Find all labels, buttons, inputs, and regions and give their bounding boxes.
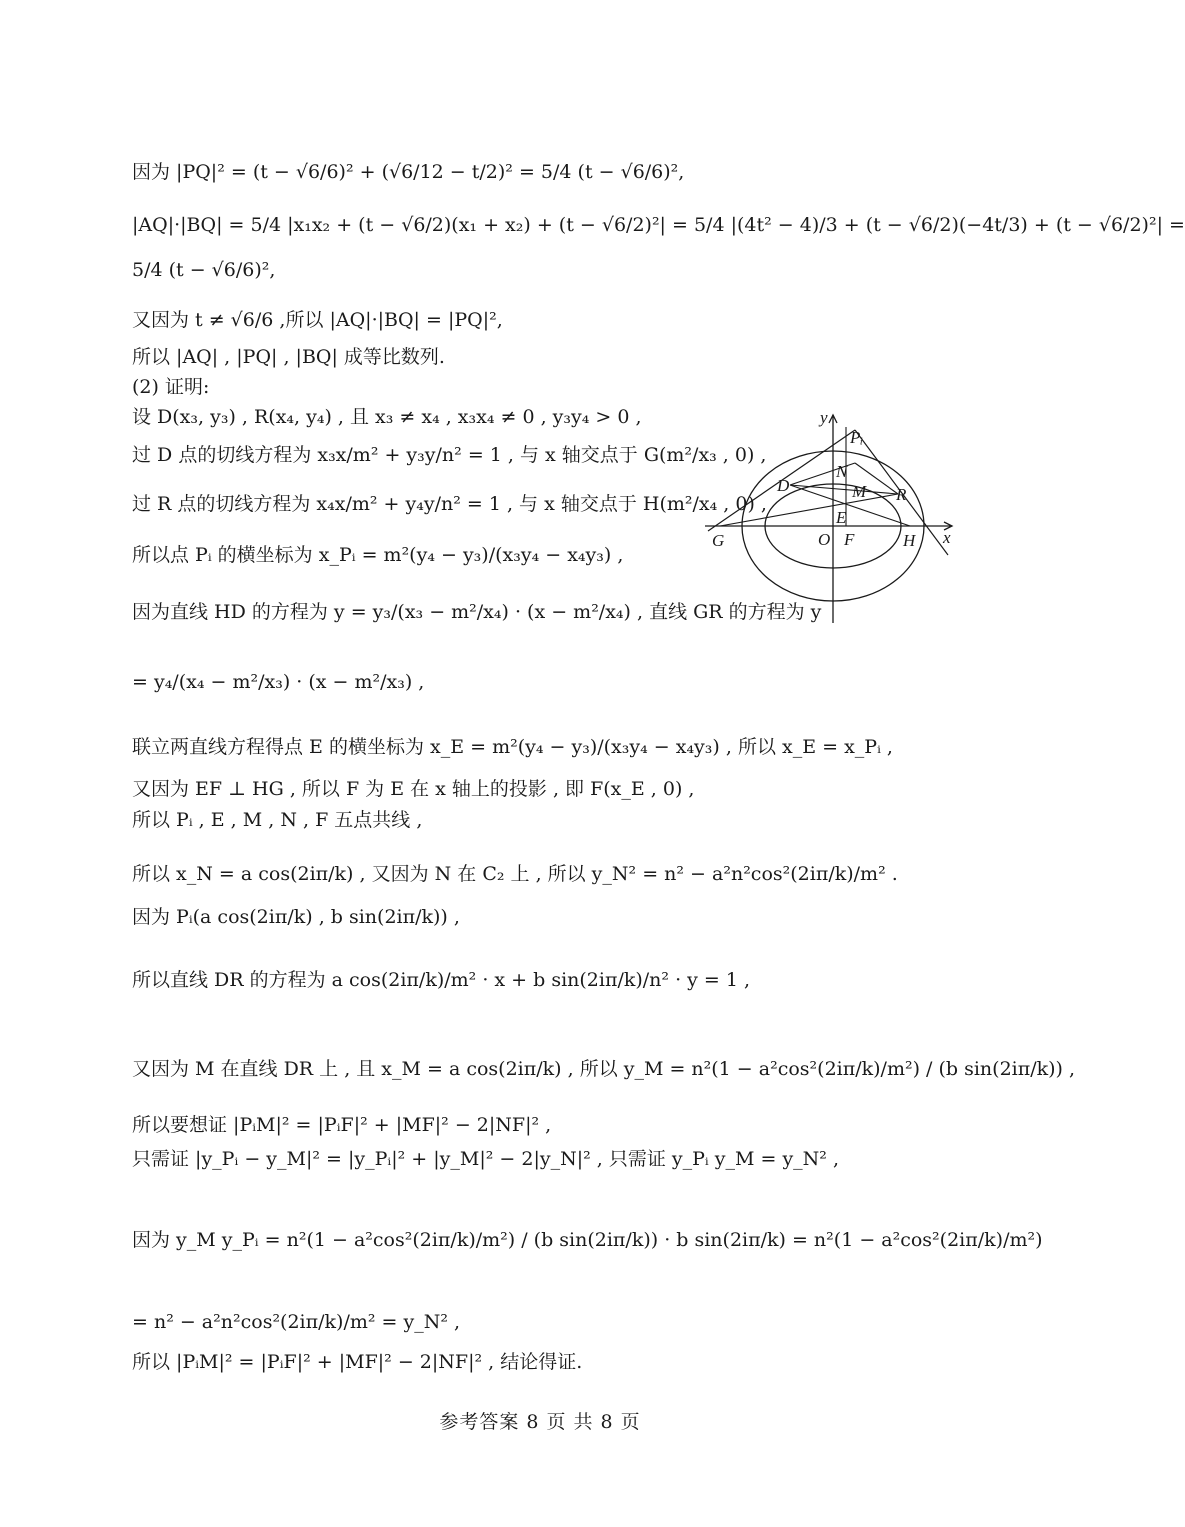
line-17: 因为 Pᵢ(a cos(2iπ/k) , b sin(2iπ/k)) , — [132, 906, 460, 928]
label-d: D — [777, 476, 790, 495]
line-18: 所以直线 DR 的方程为 a cos(2iπ/k)/m² · x + b sin(2iπ/k)/n² · y = 1 , — [132, 969, 751, 991]
label-r: R — [896, 485, 907, 504]
line-19: 又因为 M 在直线 DR 上 , 且 x_M = a cos(2iπ/k) , 所以 y_M = n²(1 − a²cos²(2iπ/k)/m²) / (b sin(2iπ/k)) , — [132, 1058, 1076, 1080]
label-p: Pᵢ — [850, 428, 864, 447]
line-gr — [720, 494, 898, 526]
label-g: G — [712, 531, 725, 550]
label-o: O — [818, 530, 831, 549]
line-4: 又因为 t ≠ √6/6 ,所以 |AQ|·|BQ| = |PQ|², — [132, 309, 503, 331]
label-f: F — [844, 530, 855, 549]
line-11: 因为直线 HD 的方程为 y = y₃/(x₃ − m²/x₄) · (x − m²/x₄) , 直线 GR 的方程为 y — [132, 601, 822, 623]
line-21: 只需证 |y_Pᵢ − y_M|² = |y_Pᵢ|² + |y_M|² − 2|y_N|² , 只需证 y_Pᵢ y_M = y_N² , — [132, 1148, 839, 1170]
line-22: 因为 y_M y_Pᵢ = n²(1 − a²cos²(2iπ/k)/m²) / (b sin(2iπ/k)) · b sin(2iπ/k) = n²(1 − a²cos²(2iπ/k)/m²) — [132, 1229, 1043, 1251]
line-1: 因为 |PQ|² = (t − √6/6)² + (√6/12 − t/2)² = 5/4 (t − √6/6)², — [132, 161, 685, 183]
label-e: E — [836, 508, 847, 527]
ellipse-figure — [700, 405, 960, 630]
line-9: 过 R 点的切线方程为 x₄x/m² + y₄y/n² = 1 , 与 x 轴交点于 H(m²/x₄ , 0) , — [132, 493, 767, 515]
label-n: N — [836, 462, 848, 481]
line-15: 所以 Pᵢ , E , M , N , F 五点共线 , — [132, 809, 423, 831]
line-10: 所以点 Pᵢ 的横坐标为 x_Pᵢ = m²(y₄ − y₃)/(x₃y₄ − x₄y₃) , — [132, 544, 624, 566]
line-dr — [790, 485, 898, 494]
label-y: y — [820, 408, 828, 427]
line-6: (2) 证明: — [132, 376, 210, 398]
label-m: M — [852, 482, 867, 501]
line-24: 所以 |PᵢM|² = |PᵢF|² + |MF|² − 2|NF|² , 结论得证. — [132, 1351, 583, 1373]
line-14: 又因为 EF ⊥ HG , 所以 F 为 E 在 x 轴上的投影 , 即 F(x_E , 0) , — [132, 778, 695, 800]
line-23: = n² − a²n²cos²(2iπ/k)/m² = y_N² , — [132, 1311, 461, 1333]
line-16: 所以 x_N = a cos(2iπ/k) , 又因为 N 在 C₂ 上 , 所以 y_N² = n² − a²n²cos²(2iπ/k)/m² . — [132, 863, 898, 885]
line-8: 过 D 点的切线方程为 x₃x/m² + y₃y/n² = 1 , 与 x 轴交点于 G(m²/x₃ , 0) , — [132, 444, 767, 466]
line-3: 5/4 (t − √6/6)², — [132, 259, 276, 281]
label-x: x — [943, 528, 951, 547]
ellipse-diagram — [700, 405, 960, 630]
line-7: 设 D(x₃, y₃) , R(x₄, y₄) , 且 x₃ ≠ x₄ , x₃x₄ ≠ 0 , y₃y₄ > 0 , — [132, 406, 642, 428]
label-h: H — [903, 531, 916, 550]
line-5: 所以 |AQ| , |PQ| , |BQ| 成等比数列. — [132, 346, 445, 368]
line-20: 所以要想证 |PᵢM|² = |PᵢF|² + |MF|² − 2|NF|² , — [132, 1114, 552, 1136]
line-13: 联立两直线方程得点 E 的横坐标为 x_E = m²(y₄ − y₃)/(x₃y₄ − x₄y₃) , 所以 x_E = x_Pᵢ , — [132, 736, 893, 758]
page-footer: 参考答案 8 页 共 8 页 — [439, 1411, 641, 1433]
line-12: = y₄/(x₄ − m²/x₃) · (x − m²/x₃) , — [132, 671, 425, 693]
line-2: |AQ|·|BQ| = 5/4 |x₁x₂ + (t − √6/2)(x₁ + x₂) + (t − √6/2)²| = 5/4 |(4t² − 4)/3 + (t − √6/2)(−4t/3) + (t − √6/2)²| = — [132, 214, 1185, 236]
